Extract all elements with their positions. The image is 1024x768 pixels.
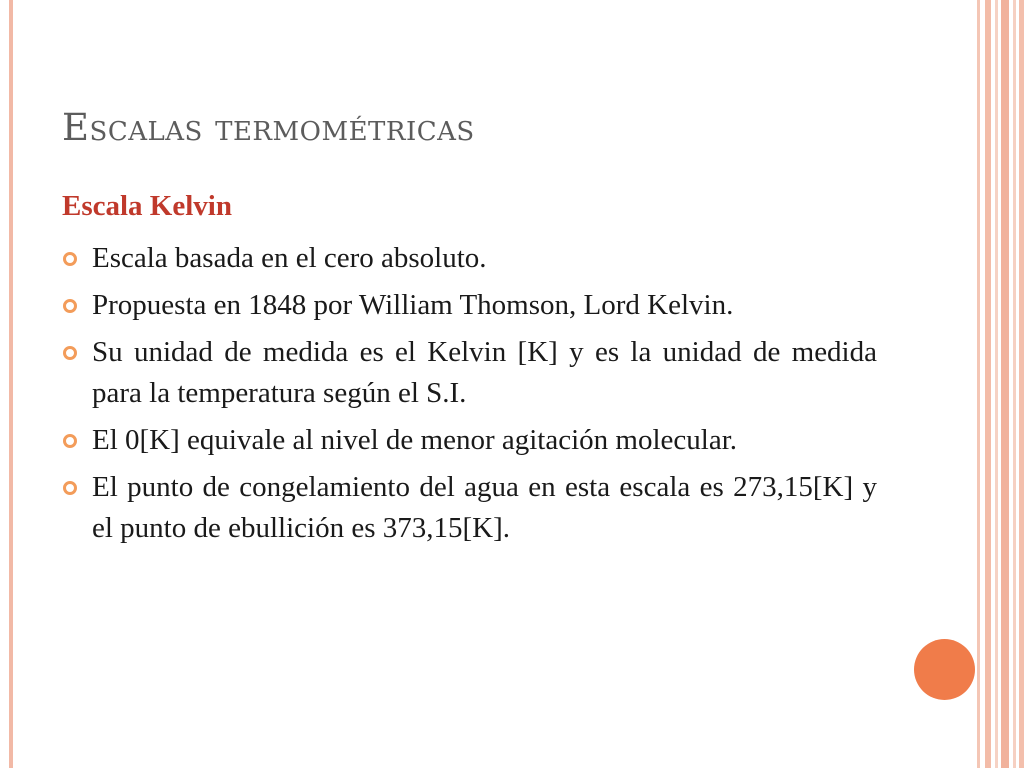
slide-subtitle: Escala Kelvin [62, 190, 232, 222]
bullet-item [62, 238, 877, 279]
bullet-item [62, 467, 877, 549]
bullet-list [62, 238, 877, 555]
right-border-stripe [1019, 0, 1024, 768]
circle-ring-icon [63, 299, 77, 313]
slide-title: Escalas termométricas [62, 106, 475, 149]
bullet-item [62, 285, 877, 326]
decorative-circle [914, 639, 975, 700]
right-border-stripe [995, 0, 998, 768]
bullet-text: El 0[K] equivale al nivel de menor agitación molecular. [92, 424, 738, 456]
circle-ring-icon [63, 252, 77, 266]
right-border-stripe [1013, 0, 1016, 768]
circle-ring-icon [63, 434, 77, 448]
bullet-text: El punto de congelamiento del agua en esta escala es 273,15[K] y el punto de ebullición es 373,15[K]. [92, 471, 877, 544]
left-border-line [9, 0, 13, 768]
bullet-text: Propuesta en 1848 por William Thomson, Lord Kelvin. [92, 289, 734, 321]
right-border-stripe [977, 0, 980, 768]
circle-ring-icon [63, 481, 77, 495]
bullet-item [62, 332, 877, 414]
circle-ring-icon [63, 346, 77, 360]
bullet-item [62, 420, 877, 461]
bullet-text: Escala basada en el cero absoluto. [92, 242, 487, 274]
bullet-text: Su unidad de medida es el Kelvin [K] y es la unidad de medida para la temperatura según el S.I. [92, 336, 877, 409]
right-border-stripe [1001, 0, 1009, 768]
right-border-stripe [985, 0, 991, 768]
